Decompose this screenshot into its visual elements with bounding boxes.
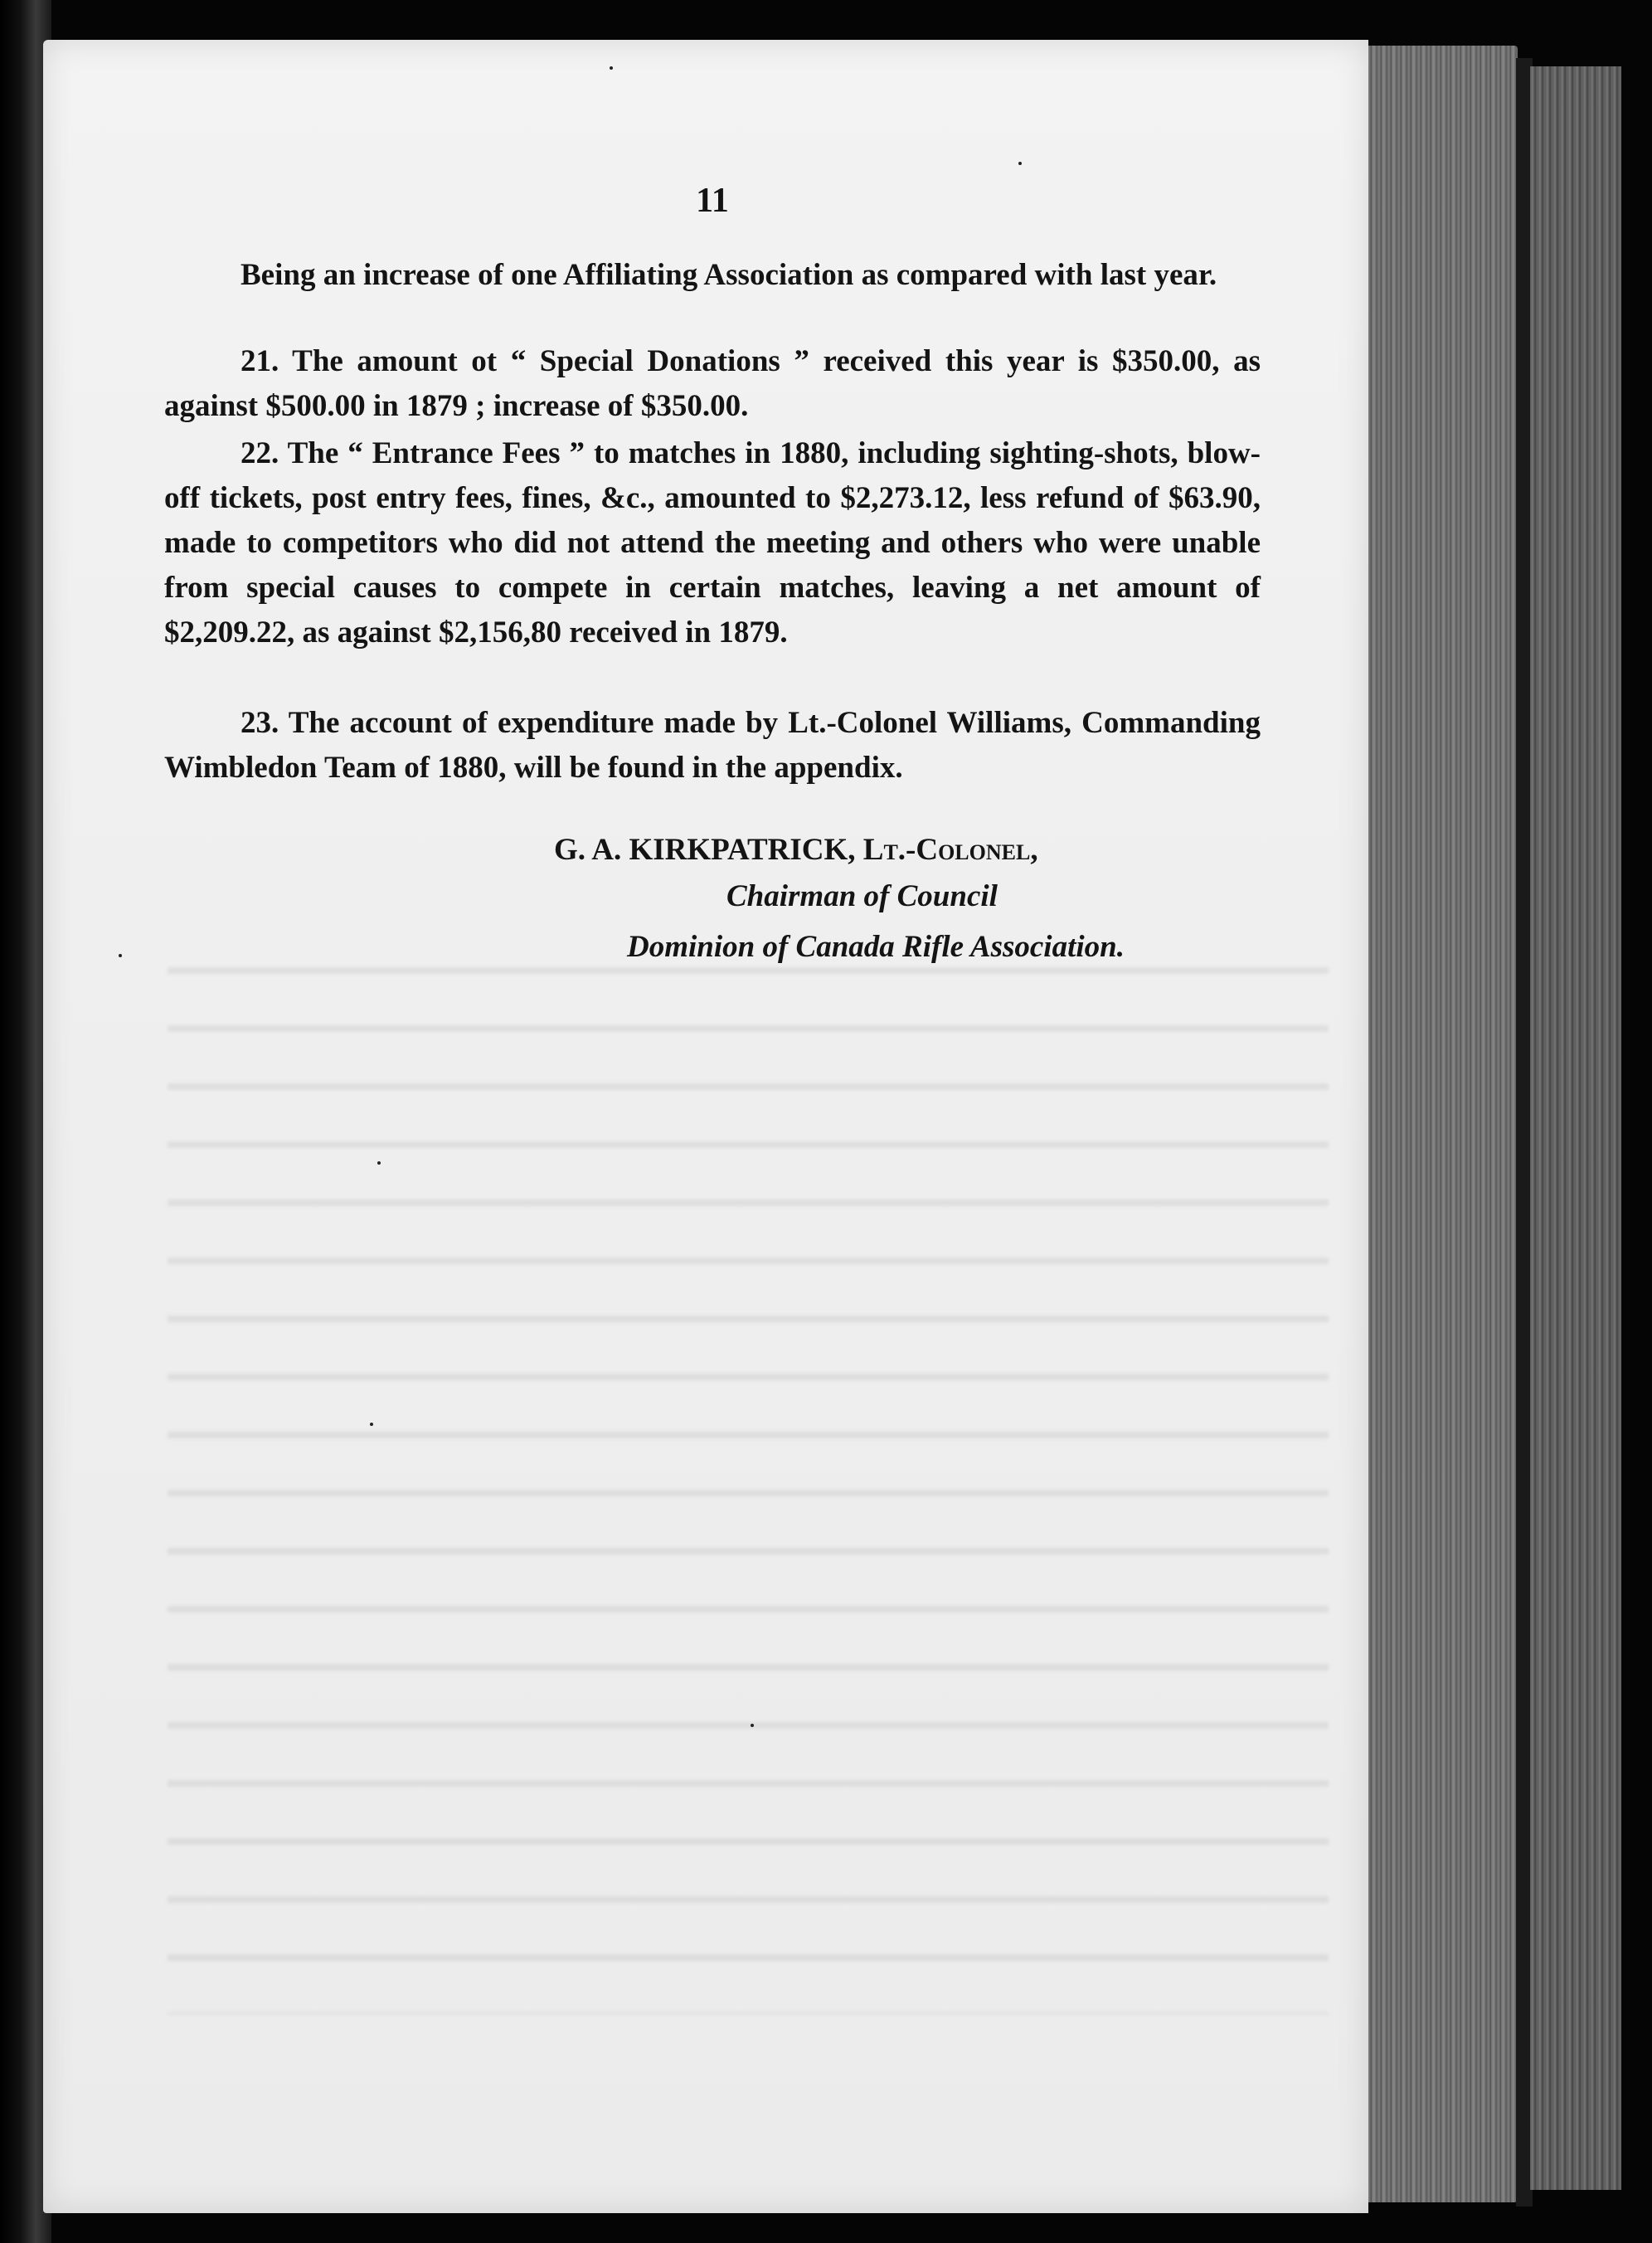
signatory-line — [554, 832, 1038, 868]
bleed-through-text — [168, 936, 1329, 2014]
scan-speck — [751, 1724, 754, 1727]
paragraph-affiliating-association: Being an increase of one Affiliating Association as compared with last year. — [241, 258, 1217, 292]
paragraph-special-donations: 21. The amount ot “ Special Donations ” received this year is $350.00, as against $500.00 in 1879 ; increase of $350.00. — [164, 344, 1261, 423]
scan-speck — [1018, 162, 1022, 165]
page-number: 11 — [696, 182, 729, 220]
scan-speck — [610, 66, 613, 70]
signatory-organization: Dominion of Canada Rifle Association. — [627, 930, 1125, 964]
scan-speck — [377, 1161, 381, 1165]
signatory-title: Chairman of Council — [726, 879, 998, 913]
back-cover-edges — [1530, 66, 1621, 2190]
scan-speck — [370, 1423, 373, 1426]
paragraph-entrance-fees: 22. The “ Entrance Fees ” to matches in 1880, including sighting-shots, blow-off tickets, post entry fees, fines, &c., amounted to $2,273.12, less refund of $63.90, made to competitors who did not attend the meeting and others who were unable from special causes to compete in certain matches, leaving a net amount of $2,209.22, as against $2,156,80 received in 1879. — [164, 436, 1261, 650]
signatory-name: G. A. KIRKPATRICK, — [554, 833, 856, 867]
scan-speck — [119, 954, 122, 957]
signatory-rank: Lt.-Colonel, — [862, 833, 1038, 867]
paragraph-expenditure-account: 23. The account of expenditure made by Lt.-Colonel Williams, Commanding Wimbledon Team of 1880, will be found in the appendix. — [164, 706, 1261, 785]
page-edges — [1352, 46, 1518, 2202]
